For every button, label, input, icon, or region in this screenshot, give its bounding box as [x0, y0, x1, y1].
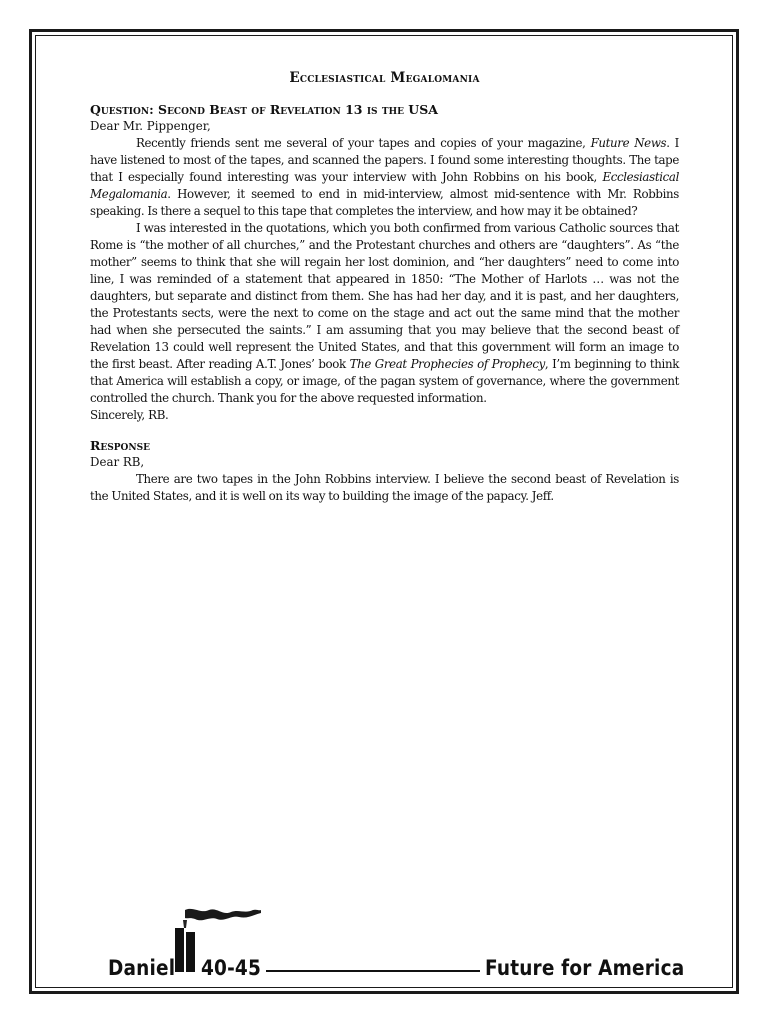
footer-brand-label: Future for America	[485, 956, 685, 980]
response-salutation: Dear RB,	[90, 455, 145, 469]
q-para1-text-b: . I have listened to most of the tapes, and scanned the papers. I found some interesting thoughts. The tape that I especially found interesting was your interview with John Robbins on his book,	[90, 136, 679, 184]
q-para1-text-a: Recently friends sent me several of your tapes and copies of your magazine,	[136, 136, 591, 150]
question-salutation: Dear Mr. Pippenger,	[90, 119, 211, 133]
response-paragraph: There are two tapes in the John Robbins interview. I believe the second beast of Revelation is the United States, and it is well on its way to building the image of the papacy. Jeff.	[90, 472, 679, 503]
article	[90, 70, 679, 505]
question-signoff: Sincerely, RB.	[90, 408, 169, 422]
q-para2-text-b: , I’m beginning to think that America will establish a copy, or image, of the pagan system of governance, where the government controlled the church. Thank you for the above requested information.	[90, 357, 679, 405]
jones-book-title: The Great Prophecies of Prophecy	[349, 357, 545, 371]
article-title: Ecclesiastical Megalomania	[289, 70, 480, 86]
magazine-title: Future News	[590, 136, 667, 150]
question-heading: Question: Second Beast of Revelation 13 is the USA	[90, 102, 438, 117]
response-heading: Response	[90, 438, 150, 453]
question-paragraph-1	[90, 135, 679, 220]
q-para2-text-a: I was interested in the quotations, which you both confirmed from various Catholic sources that Rome is “the mother of all churches,” and the Protestant churches and others are “daughters”. As “the mother” seems to think that she will regain her lost dominion, and “her daughters” need to come into line, I was reminded of a statement that appeared in 1850: “The Mother of Harlots … was not the daughters, but separate and distinct from them. She has had her day, and it is past, and her daughters, the Protestants sects, were the next to come on the stage and act out the same mind that the mother had when she persecuted the saints.” I am assuming that you may believe that the second beast of Revelation 13 could well represent the United States, and that this government will form an image to the first beast. After reading A.T. Jones’ book	[90, 221, 679, 371]
q-para1-text-c: . However, it seemed to end in mid-interview, almost mid-sentence with Mr. Robbins speaking. Is there a sequel to this tape that completes the interview, and how may it be obtained?	[90, 187, 679, 218]
question-paragraph-2	[90, 220, 679, 407]
footer-verse-label: 40-45	[201, 956, 261, 980]
page-footer	[108, 906, 685, 981]
footer-rule	[266, 970, 480, 972]
footer-daniel-label: Daniel	[108, 956, 176, 980]
book-title: Ecclesiastical Megalomania	[90, 170, 679, 201]
